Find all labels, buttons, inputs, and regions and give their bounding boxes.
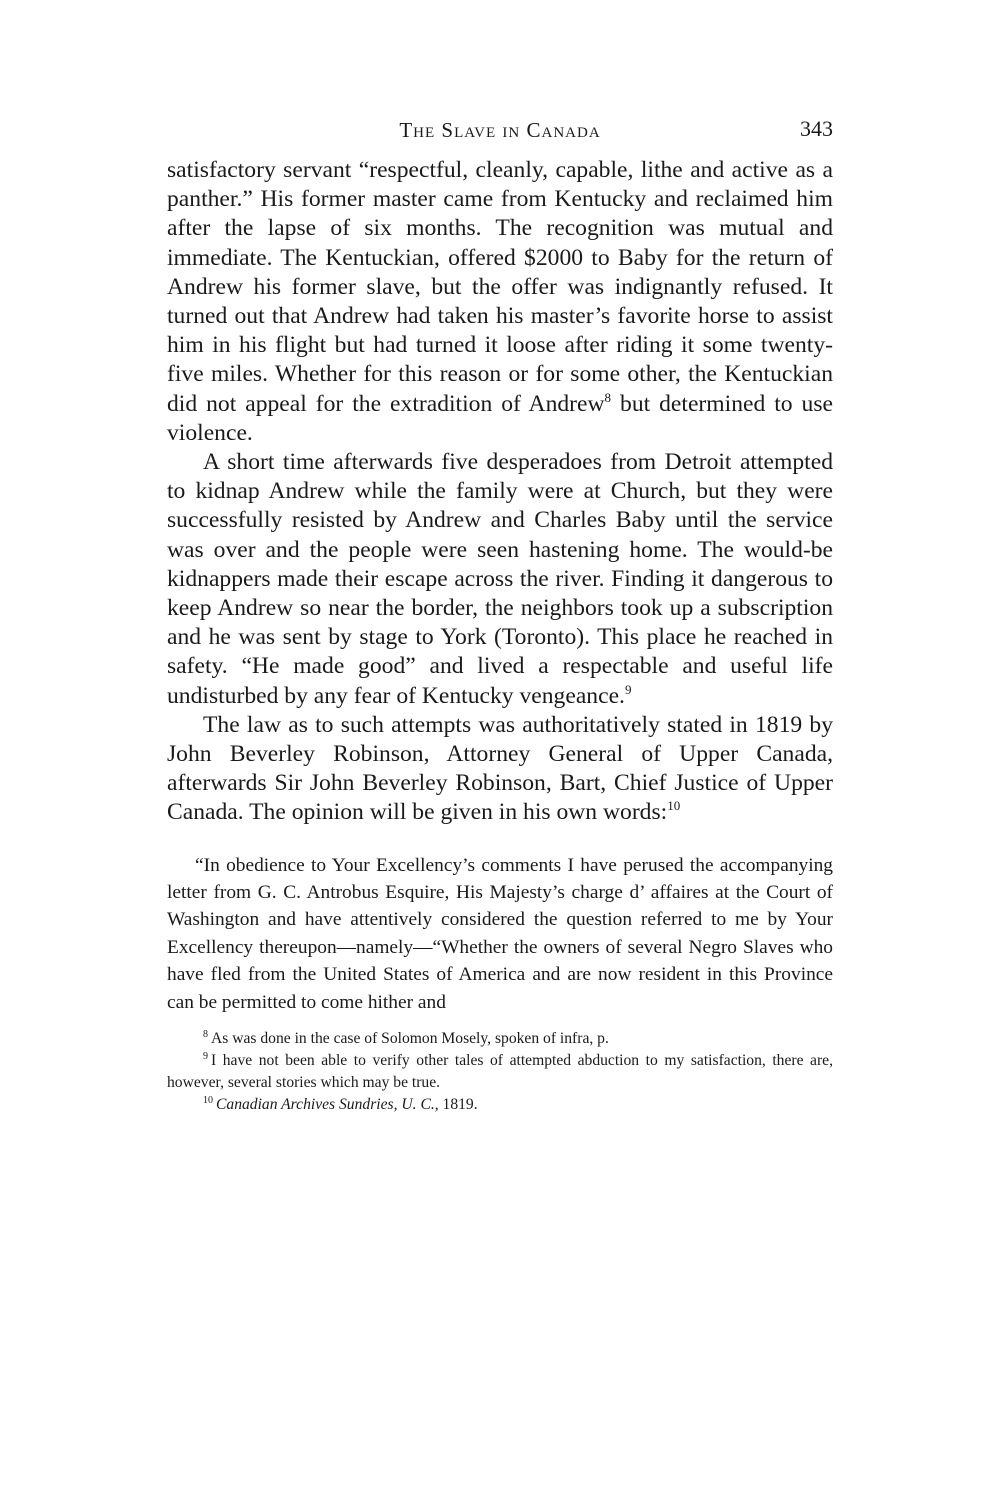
footnote-8 bbox=[167, 1028, 833, 1050]
page-number: 343 bbox=[800, 116, 833, 141]
paragraph-1-text-end: but determined to use violence. bbox=[167, 390, 834, 446]
footnote-9 bbox=[167, 1050, 833, 1094]
footnote-10-text: 1819. bbox=[438, 1096, 478, 1114]
footnote-8-text: As was done in the case of Solomon Mosely, spoken of infra, p. bbox=[211, 1030, 609, 1048]
footnote-9-text: I have not been able to verify other tales of attempted abduction to my satisfaction, there are, however, several stories which may be true. bbox=[167, 1052, 833, 1092]
footnote-9-number: 9 bbox=[203, 1050, 208, 1062]
running-head bbox=[167, 112, 833, 152]
block-quote bbox=[167, 852, 833, 1016]
paragraph-2 bbox=[167, 448, 833, 711]
body-text bbox=[167, 156, 833, 828]
paragraph-2-text: A short time afterwards five desperadoes from Detroit attempted to kidnap Andrew while the family were at Church, but they were successfully resisted by Andrew and Charles Baby until the service was over and the people were seen hastening home. The would-be kidnappers made their escape across the river. Finding it dangerous to keep Andrew so near the border, the neighbors took up a subscription and he was sent by stage to York (Toronto). This place he reached in safety. “He made good” and lived a respectable and useful life undisturbed by any fear of Kentucky vengeance. bbox=[167, 449, 833, 709]
paragraph-1-text: satisfactory servant “respectful, cleanly, capable, lithe and active as a panther.” His former master came from Kentucky and reclaimed him after the lapse of six months. The recognition was mutual and immediate. The Kentuckian, offered $2000 to Baby for the return of Andrew his former slave, but the offer was indignantly refused. It turned out that Andrew had taken his master’s favorite horse to assist him in his flight but had turned it loose after riding it some twenty-five miles. Whether for this reason or for some other, the Kentuckian did not appeal for the extradition of Andrew bbox=[167, 157, 833, 417]
footnote-ref-10: 10 bbox=[667, 798, 681, 814]
footnote-ref-9: 9 bbox=[624, 681, 632, 697]
footnote-8-number: 8 bbox=[203, 1028, 208, 1040]
running-title: The Slave in Canada bbox=[399, 118, 601, 142]
footnote-10-source: Canadian Archives Sundries, U. C., bbox=[216, 1096, 439, 1114]
paragraph-3 bbox=[167, 711, 833, 828]
footnote-10 bbox=[167, 1094, 833, 1116]
footnotes bbox=[167, 1028, 833, 1116]
block-quote-text: “In obedience to Your Excellency’s comments I have perused the accompanying letter from G. C. Antrobus Esquire, His Majesty’s charge d’ affaires at the Court of Washington and have attentively considered the question referred to me by Your Excellency thereupon—namely—“Whether the owners of several Negro Slaves who have fled from the United States of America and are now resident in this Province can be permitted to come hither and bbox=[167, 854, 833, 1013]
document-page bbox=[167, 112, 833, 1116]
paragraph-1 bbox=[167, 156, 833, 448]
paragraph-3-text: The law as to such attempts was authoritatively stated in 1819 by John Beverley Robinson, Attorney General of Upper Canada, afterwards Sir John Beverley Robinson, Bart, Chief Justice of Upper Canada. The opinion will be given in his own words: bbox=[167, 711, 833, 826]
footnote-ref-8: 8 bbox=[604, 389, 612, 405]
footnote-10-number: 10 bbox=[203, 1094, 213, 1106]
